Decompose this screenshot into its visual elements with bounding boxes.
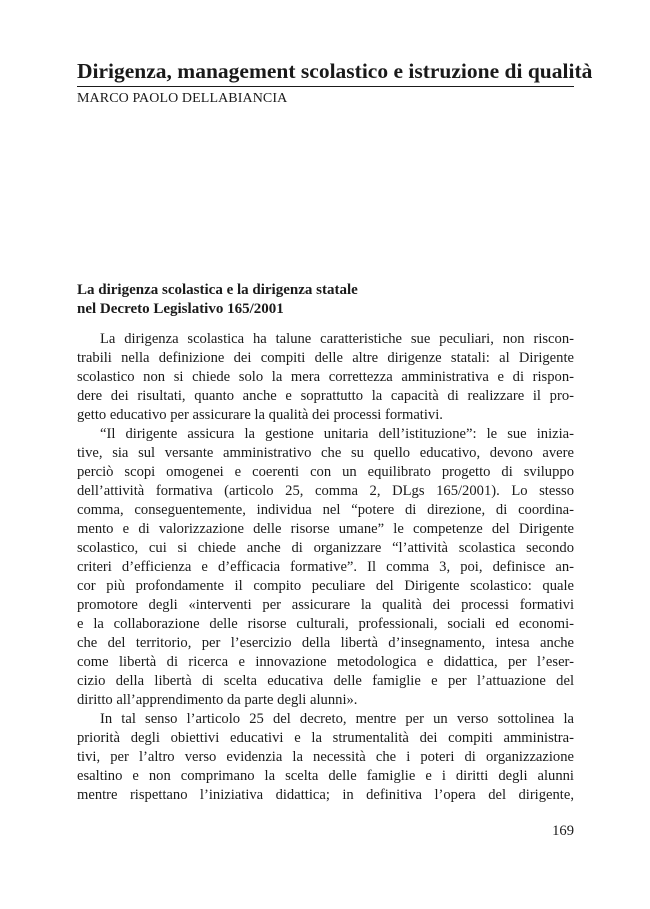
page-number: 169 xyxy=(552,823,574,839)
text-line: mento e di valorizzazione delle risorse umane” le competenze del Dirigente xyxy=(77,521,574,537)
section-heading-line: La dirigenza scolastica e la dirigenza statale xyxy=(77,282,358,298)
text-line: esaltino e non comprimano la scelta delle famiglie e i diritti degli alunni xyxy=(77,768,574,784)
text-line: criteri d’efficienza e d’efficacia formative”. Il comma 3, poi, definisce an- xyxy=(77,559,574,575)
text-line: trabili nella definizione dei compiti delle altre dirigenze statali: al Dirigente xyxy=(77,350,574,366)
book-page xyxy=(77,0,593,909)
text-line: scolastico, cui si chiede anche di organizzare “l’attività scolastica secondo xyxy=(77,540,574,556)
text-line: La dirigenza scolastica ha talune caratteristiche sue peculiari, non riscon- xyxy=(100,331,574,347)
text-line: che del territorio, per l’esercizio della libertà d’insegnamento, intesa anche xyxy=(77,635,574,651)
text-line: priorità degli obiettivi educativi e la strumentalità dei compiti amministra- xyxy=(77,730,574,746)
text-line: e la collaborazione delle risorse culturali, professionali, sociali ed economi- xyxy=(77,616,574,632)
text-line: scolastico non si chiede solo la mera correttezza amministrativa e di rispon- xyxy=(77,369,574,385)
header-rule xyxy=(77,86,574,87)
running-title: Dirigenza, management scolastico e istruzione di qualità xyxy=(77,59,593,83)
text-line: dere dei risultati, quanto anche e soprattutto la capacità di realizzare il pro- xyxy=(77,388,574,404)
text-line: cor più profondamente il compito peculiare del Dirigente scolastico: quale xyxy=(77,578,574,594)
text-line: come libertà di ricerca e innovazione metodologica e didattica, per l’eser- xyxy=(77,654,574,670)
author-name: MARCO PAOLO DELLABIANCIA xyxy=(77,91,288,106)
text-line: In tal senso l’articolo 25 del decreto, mentre per un verso sottolinea la xyxy=(100,711,574,727)
text-line: diritto all’apprendimento da parte degli alunni». xyxy=(77,692,358,708)
text-line: comma, conseguentemente, individua nel “potere di direzione, di coordina- xyxy=(77,502,574,518)
text-line: cizio della libertà di scelta educativa delle famiglie e per l’attuazione del xyxy=(77,673,574,689)
text-line: promotore degli «interventi per assicurare la qualità dei processi formativi xyxy=(77,597,574,613)
text-line: tive, sia sul versante amministrativo che su quello educativo, devono avere xyxy=(77,445,574,461)
text-line: getto educativo per assicurare la qualità dei processi formativi. xyxy=(77,407,443,423)
text-line: dell’attività formativa (articolo 25, comma 2, DLgs 165/2001). Lo stesso xyxy=(77,483,574,499)
text-line: tivi, per l’altro verso evidenzia la necessità che i poteri di organizzazione xyxy=(77,749,574,765)
section-heading xyxy=(77,281,574,319)
text-line: “Il dirigente assicura la gestione unitaria dell’istituzione”: le sue inizia- xyxy=(100,426,574,442)
body-text xyxy=(77,330,574,805)
section-heading-line: nel Decreto Legislativo 165/2001 xyxy=(77,301,284,317)
text-line: perciò scopi omogenei e coerenti con un equilibrato progetto di sviluppo xyxy=(77,464,574,480)
text-line: mentre rispettano l’iniziativa didattica; in definitiva l’opera del dirigente, xyxy=(77,787,574,803)
